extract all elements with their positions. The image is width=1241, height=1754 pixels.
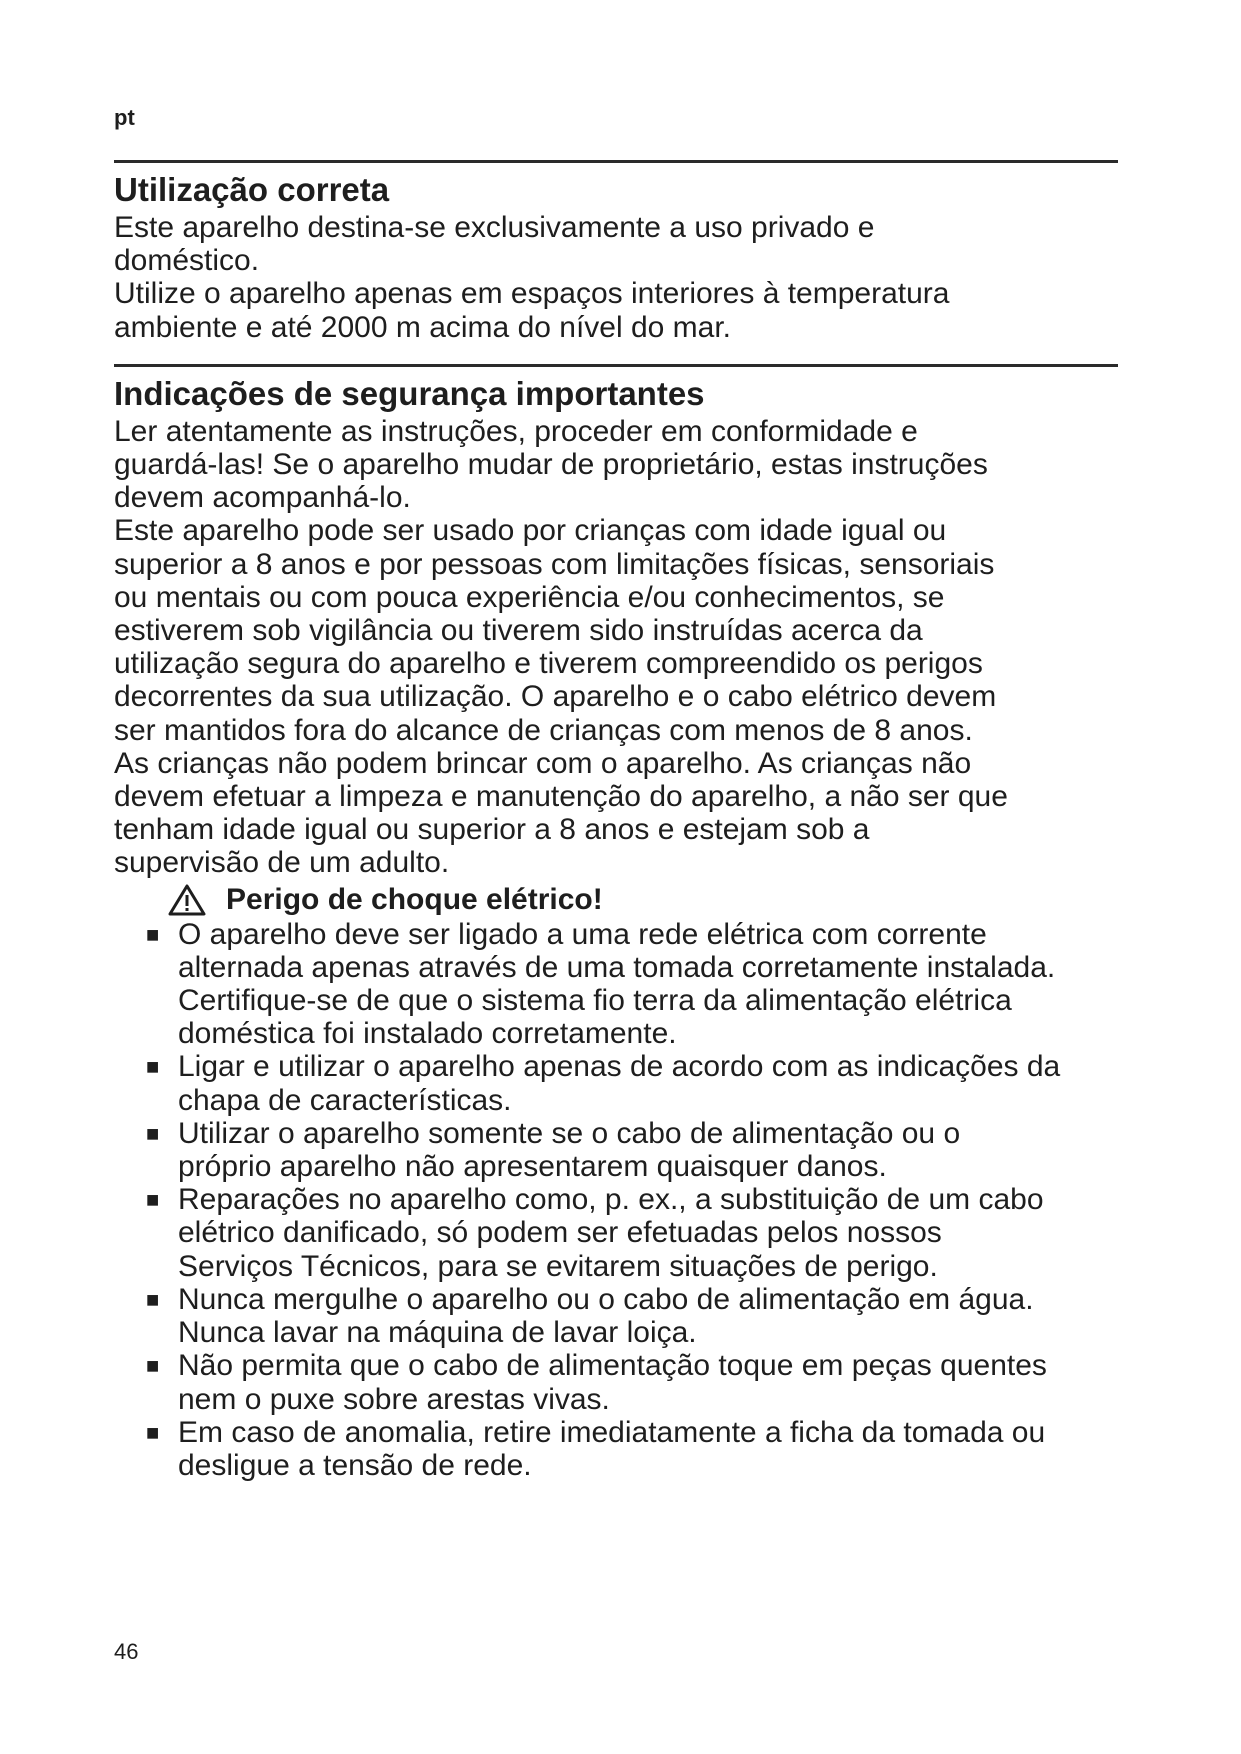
list-item bbox=[114, 1349, 1164, 1415]
bullet-square-icon: ■ bbox=[146, 1419, 160, 1445]
section-title-correct-use: Utilização correta bbox=[114, 171, 390, 208]
bullet-square-icon: ■ bbox=[146, 1054, 160, 1080]
list-item bbox=[114, 1416, 1164, 1482]
list-item-text: Utilizar o aparelho somente se o cabo de alimentação ou o próprio aparelho não apresentarem quaisquer danos. bbox=[178, 1116, 961, 1184]
page-content bbox=[114, 160, 1164, 1482]
paragraph: Utilize o aparelho apenas em espaços interiores à temperatura ambiente e até 2000 m acima do nível do mar. bbox=[114, 277, 950, 344]
list-item-text: O aparelho deve ser ligado a uma rede elétrica com corrente alternada apenas através de uma tomada corretamente instalada. Certifique-se de que o sistema fio terra da alimentação elétrica doméstica foi instalado corretamente. bbox=[178, 917, 1056, 1051]
bullet-square-icon: ■ bbox=[146, 1120, 160, 1146]
list-item-text: Ligar e utilizar o aparelho apenas de acordo com as indicações da chapa de características. bbox=[178, 1050, 1061, 1117]
list-item bbox=[114, 1183, 1164, 1283]
list-item bbox=[114, 1050, 1164, 1116]
page-number: 46 bbox=[114, 1639, 139, 1664]
section-title-safety: Indicações de segurança importantes bbox=[114, 374, 705, 412]
list-item-text: Não permita que o cabo de alimentação toque em peças quentes nem o puxe sobre arestas vivas. bbox=[178, 1349, 1047, 1416]
list-item bbox=[114, 1117, 1164, 1183]
warning-triangle-icon bbox=[168, 884, 206, 916]
paragraph: Este aparelho destina-se exclusivamente a uso privado e doméstico. bbox=[114, 211, 875, 278]
paragraph: Este aparelho pode ser usado por crianças com idade igual ou superior a 8 anos e por pessoas com limitações físicas, sensoriais ou mentais ou com pouca experiência e/ou conhecimentos, se estiverem sob vigilância ou tiverem sido instruídas acerca da utilização segura do aparelho e tiverem compreendido os perigos decorrentes da sua utilização. O aparelho e o cabo elétrico devem ser mantidos fora do alcance de crianças com menos de 8 anos. As crianças não podem brincar com o aparelho. As crianças não devem efetuar a limpeza e manutenção do aparelho, a não ser que tenham idade igual ou superior a 8 anos e estejam sob a supervisão de um adulto. bbox=[114, 514, 1008, 880]
bullet-square-icon: ■ bbox=[146, 1286, 160, 1312]
list-item-text: Nunca mergulhe o aparelho ou o cabo de alimentação em água. Nunca lavar na máquina de lavar loiça. bbox=[178, 1282, 1034, 1350]
bullet-square-icon: ■ bbox=[146, 1353, 160, 1379]
bullet-square-icon: ■ bbox=[146, 921, 160, 947]
list-item bbox=[114, 918, 1164, 1051]
list-item-text: Em caso de anomalia, retire imediatamente a ficha da tomada ou desligue a tensão de rede. bbox=[178, 1415, 1046, 1482]
safety-bullet-list bbox=[114, 918, 1164, 1482]
bullet-square-icon: ■ bbox=[146, 1187, 160, 1213]
warning-heading bbox=[168, 882, 1164, 918]
list-item-text: Reparações no aparelho como, p. ex., a substituição de um cabo elétrico danificado, só podem ser efetuadas pelos nossos Serviços Técnicos, para se evitarem situações de perigo. bbox=[178, 1183, 1044, 1283]
paragraph: Ler atentamente as instruções, proceder em conformidade e guardá-las! Se o aparelho mudar de proprietário, estas instruções devem acompanhá-lo. bbox=[114, 414, 988, 515]
language-code: pt bbox=[114, 105, 135, 130]
warning-title: Perigo de choque elétrico! bbox=[226, 882, 603, 916]
list-item bbox=[114, 1283, 1164, 1349]
